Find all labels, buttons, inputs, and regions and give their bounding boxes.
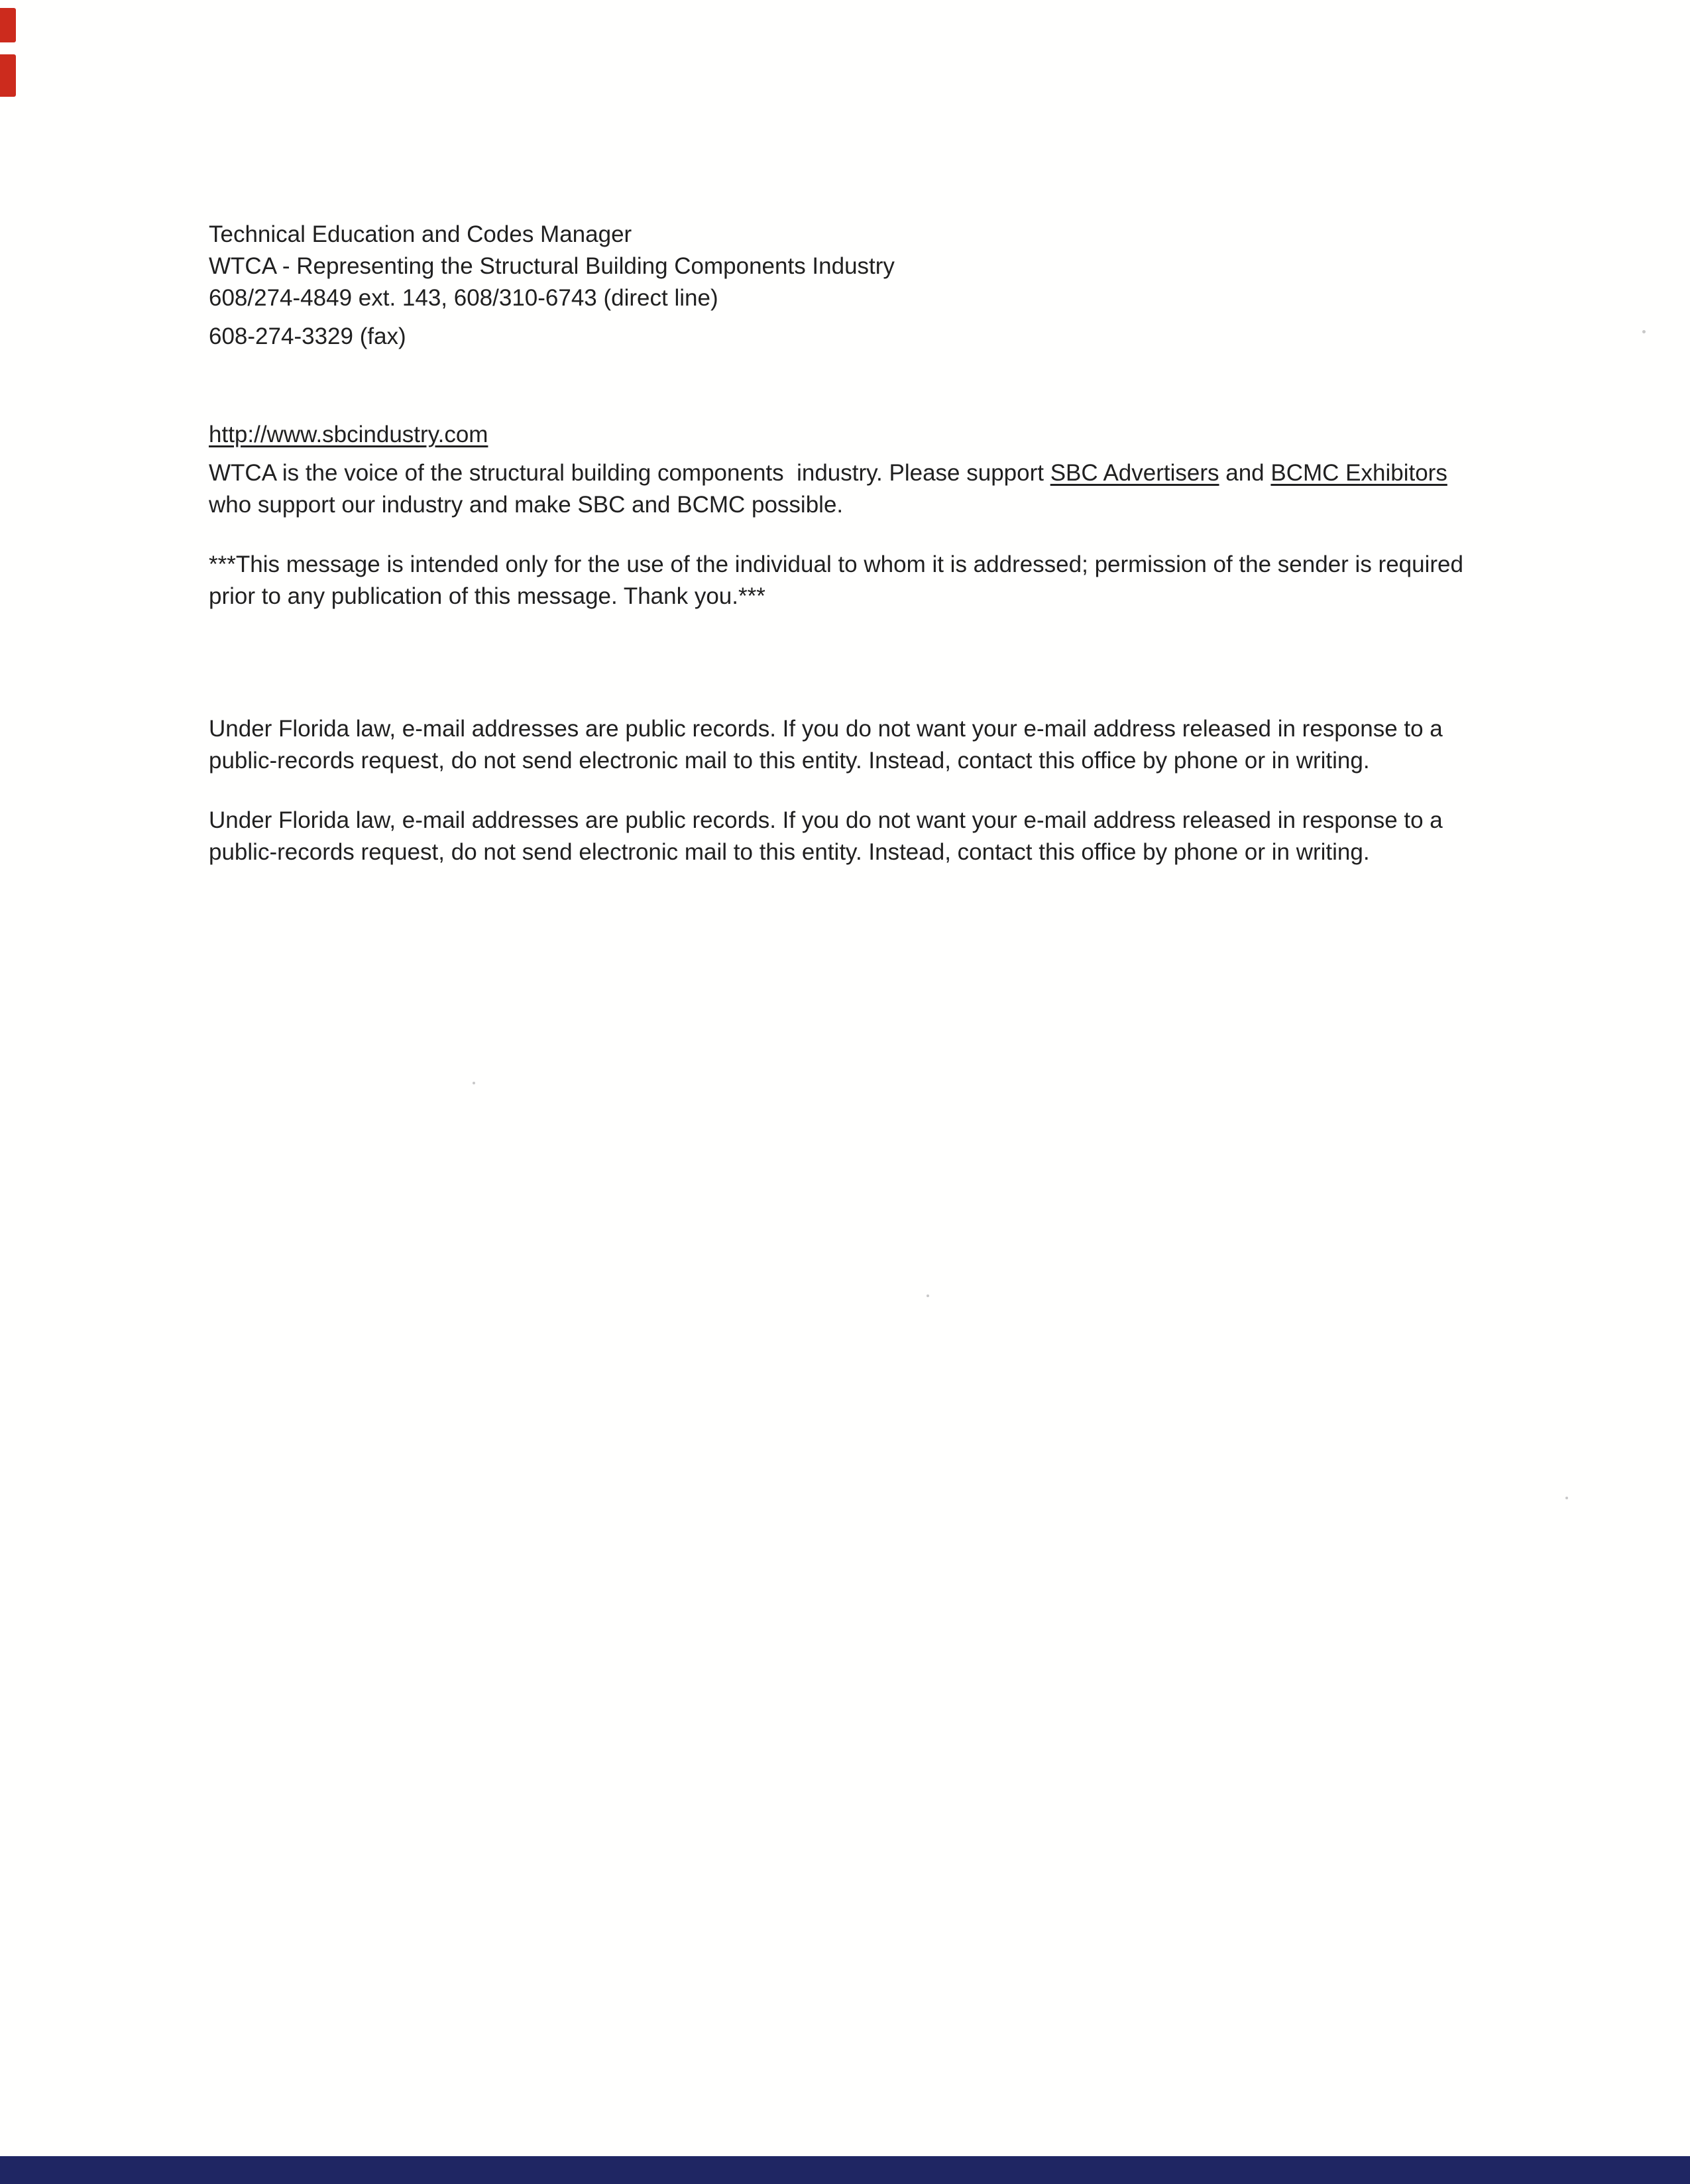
scan-speck bbox=[473, 1082, 475, 1084]
signature-lines bbox=[209, 219, 1488, 353]
bcmc-exhibitors-link[interactable]: BCMC Exhibitors bbox=[1270, 460, 1447, 486]
sbc-advertisers-link[interactable]: SBC Advertisers bbox=[1050, 460, 1219, 486]
scan-edge-bar bbox=[0, 2156, 1690, 2184]
support-text-after: who support our industry and make SBC and BCMC possible. bbox=[209, 460, 1454, 518]
florida-disclaimer: Under Florida law, e-mail addresses are public records. If you do not want your e-mail address released in response to a public-records request, do not send electronic mail to this entity. Instead, contact this office by phone or in writing. bbox=[209, 807, 1449, 865]
confidentiality-notice: ***This message is intended only for the use of the individual to whom it is addressed; permission of the sender is required prior to any publication of this message. Thank you.*** bbox=[209, 551, 1470, 609]
scan-speck bbox=[1565, 1497, 1568, 1499]
signature-org-line: WTCA - Representing the Structural Building Components Industry bbox=[209, 253, 895, 279]
website-line bbox=[209, 419, 1488, 451]
florida-disclaimer: Under Florida law, e-mail addresses are public records. If you do not want your e-mail address released in response to a public-records request, do not send electronic mail to this entity. Instead, contact this office by phone or in writing. bbox=[209, 716, 1449, 774]
scan-speck bbox=[1642, 330, 1646, 333]
signature-phone-line: 608/274-4849 ext. 143, 608/310-6743 (direct line) bbox=[209, 285, 718, 311]
support-paragraph bbox=[209, 457, 1481, 521]
website-link[interactable]: http://www.sbcindustry.com bbox=[209, 422, 488, 447]
signature-title-line: Technical Education and Codes Manager bbox=[209, 221, 632, 247]
email-signature-block bbox=[209, 219, 1488, 868]
signature-fax-line: 608-274-3329 (fax) bbox=[209, 323, 406, 349]
scan-artifact-red-mark bbox=[0, 54, 16, 97]
scan-artifact-red-mark bbox=[0, 8, 16, 42]
support-text-before: WTCA is the voice of the structural building components industry. Please support bbox=[209, 460, 1050, 486]
support-text-between: and bbox=[1219, 460, 1271, 486]
scan-speck bbox=[927, 1294, 929, 1297]
